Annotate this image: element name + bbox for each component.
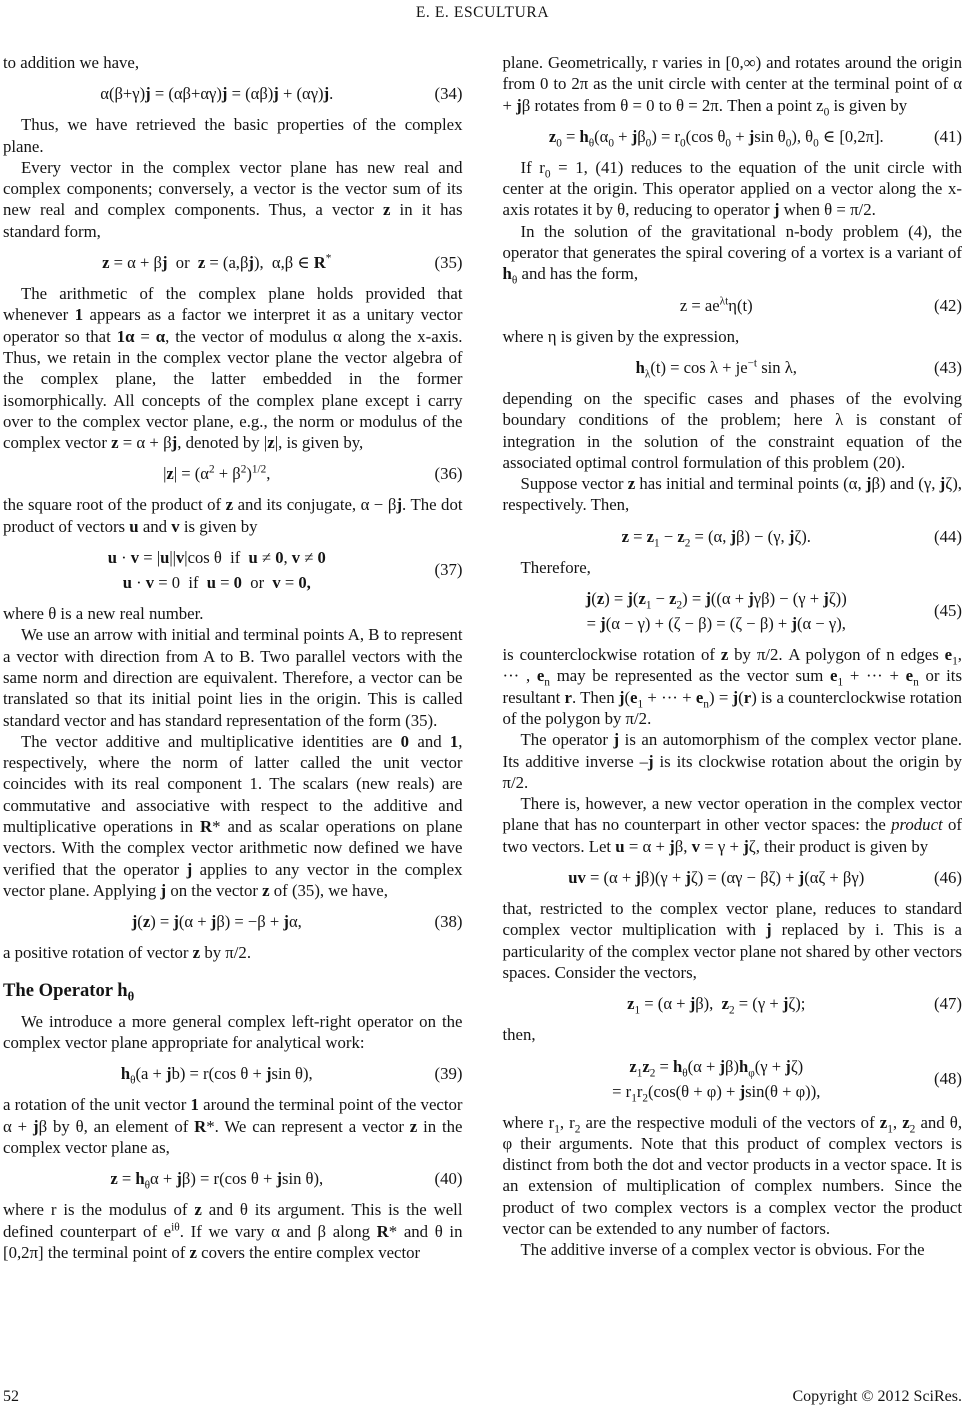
- paragraph: where $r_1$, $r_2$ are the respective moduli of the vectors of $z_1$, $z_2$ and θ, φ their arguments. Note that this product of complex vectors is distinct from both the dot and vector products in a vector space. It is an extension of multiplication of complex numbers. Since the product of two complex vectors is a complex vector the product vector can be extended to any number of factors.: [502, 1112, 963, 1238]
- right-column: [503, 52, 963, 1263]
- equation-line: uv = (α + jβ)(γ + jζ) = (αγ − βζ) + j(αζ + βγ): [568, 868, 865, 888]
- section-heading: The Operator $h_\theta$: [3, 979, 135, 1004]
- paragraph: The arithmetic of the complex plane holds provided that whenever 1 appears as a factor we interpret it as a unitary vector operator so that 1α = α, the vector of modulus α along the x-axis. Thus, we retain in the complex vector plane the vector algebra of the complex plane, the latter embedded in the former isomorphically. All concepts of the complex plane except i carry over to the complex vector plane, e.g., the norm or modulus of the complex vector z = α + βj, denoted by |z|, is given by,: [3, 284, 463, 453]
- paragraph: Suppose vector z has initial and terminal points (α, jβ) and (γ, jζ), respectively. Then,: [502, 474, 962, 515]
- equation: [3, 250, 463, 275]
- equation-number: (38): [434, 912, 463, 932]
- equation-line: j(z) = j(α + jβ) = −β + jα,: [131, 912, 302, 932]
- paragraph: In the solution of the gravitational n-body problem (4), the operator that generates the spiral covering of a vortex is a variant of $h_\theta$ and has the form,: [502, 221, 962, 287]
- equation: [503, 586, 963, 636]
- paragraph: a positive rotation of vector z by π/2.: [3, 943, 252, 963]
- equation: [503, 991, 963, 1016]
- page-footer: [3, 1388, 962, 1406]
- equation-line: = $r_1r_2(\cos(\theta + \varphi) + jsin(\theta + \varphi))$,: [612, 1081, 821, 1104]
- equation-number: (36): [434, 464, 463, 484]
- paragraph: a rotation of the unit vector 1 around the terminal point of the vector α + jβ by θ, an element of R*. We can represent a vector z in the complex vector plane as,: [3, 1095, 463, 1157]
- paragraph: We use an arrow with initial and terminal points A, B to represent a vector with direction from A to B. Two parallel vectors with the same norm and direction are equivalent. Therefore, a vector can be translated so that its initial point lies in the origin. This is called standard vector and has standard representation of the form (35).: [3, 625, 463, 730]
- left-column: [3, 52, 463, 1263]
- equation-line: $z_1 = (\alpha + j\beta)$, $z_2 = (\gamma + j\zeta)$;: [627, 994, 806, 1017]
- copyright: Copyright © 2012 SciRes.: [792, 1388, 962, 1405]
- equation-number: (48): [934, 1068, 962, 1088]
- paragraph: The vector additive and multiplicative identities are 0 and 1, respectively, where the norm of latter called the unit vector coincides with its real component 1. The scalars (new reals) are commutative and associative with respect to the additive and multiplicative operations in R* and as scalar operations on plane vectors. With the complex vector arithmetic now defined we have verified that the operator j applies to any vector in the complex vector plane. Applying j on the vector z of (35), we have,: [3, 731, 463, 900]
- paragraph: where r is the modulus of z and θ its argument. This is the well defined counterpart of $e^{i\theta}$. If we vary α and β along R* and θ in [0,2π] the terminal point of z covers the entire complex vector: [3, 1200, 463, 1262]
- equation-number: (34): [434, 84, 463, 104]
- equation-body: [3, 81, 431, 106]
- paragraph: The additive inverse of a complex vector is obvious. For the: [520, 1240, 925, 1260]
- equation-body: [503, 124, 931, 149]
- equation-number: (37): [434, 560, 463, 580]
- page-number: 52: [3, 1388, 19, 1405]
- equation-body: [3, 909, 431, 934]
- equation-body: [3, 1166, 431, 1191]
- equation: [3, 1061, 463, 1086]
- paragraph: to addition we have,: [3, 53, 140, 72]
- equation-line: $j(z) = j(z_1 - z_2) = j((\alpha + j\gamma\beta) - (\gamma + j\zeta))$: [585, 589, 847, 612]
- running-head: E. E. ESCULTURA: [415, 4, 550, 21]
- equation-body: [3, 1061, 431, 1086]
- paragraph: The operator j is an automorphism of the complex vector plane. Its additive inverse –j is its clockwise rotation about the origin by π/2.: [502, 730, 963, 792]
- equation: [3, 909, 463, 934]
- equation-line: $|z| = (\alpha^2 + \beta^2)^{1/2}$,: [163, 463, 271, 484]
- equation-number: (41): [934, 126, 962, 146]
- equation-number: (44): [934, 526, 962, 546]
- equation-line: z = α + βj or z = (a,βj), α,β ∈ R*: [102, 252, 332, 273]
- equation-number: (39): [434, 1064, 463, 1084]
- paragraph: plane. Geometrically, r varies in [0,∞) and rotates around the origin from 0 to 2π as the unit circle with center at the terminal point of α + jβ rotates from θ = 0 to θ = 2π. Then a point $z_0$ is given by: [502, 53, 962, 118]
- equation-line: u · v = |u||v|cos θ if u ≠ 0, v ≠ 0: [107, 548, 326, 568]
- equation: [503, 355, 963, 380]
- equation: [3, 81, 463, 106]
- equation-number: (43): [934, 357, 962, 377]
- equation-body: [503, 865, 931, 890]
- equation: [503, 293, 963, 318]
- equation-body: [3, 461, 431, 486]
- page-body: [3, 52, 962, 1263]
- equation-body: [503, 293, 931, 318]
- equation-line: $z = ae^{\lambda t}\eta(t)$: [679, 295, 753, 315]
- paragraph: depending on the specific cases and phases of the evolving boundary conditions of the problem; here λ is constant of integration in the solution of the constraint equation of the associated optimal control formulation of this problem (20).: [502, 388, 962, 472]
- equation-line: u · v = 0 if u = 0 or v = 0,: [122, 573, 311, 593]
- equation: [3, 1166, 463, 1191]
- equation-number: (46): [934, 867, 962, 887]
- equation-line: = j(α − γ) + (ζ − β) = (ζ − β) + j(α − γ),: [586, 614, 846, 634]
- equation: [3, 545, 463, 595]
- equation-number: (47): [934, 994, 962, 1014]
- paragraph: then,: [502, 1025, 536, 1045]
- paragraph: is counterclockwise rotation of z by π/2. A polygon of n edges $e_1$, ··· , $e_n$ may be represented as the vector sum $e_1$ + ··· + $e_n$ or its resultant r. Then $j(e_1$ + ··· + $e_n) = j(r)$ is a counterclockwise rotation of the polygon by π/2.: [502, 645, 962, 728]
- paragraph: where θ is a new real number.: [3, 604, 204, 624]
- equation-body: [503, 991, 931, 1016]
- equation-body: [503, 1054, 931, 1104]
- equation-line: $h_\theta(a + jb) = r(\cos$ θ + jsin θ),: [120, 1064, 313, 1087]
- equation: [503, 1054, 963, 1104]
- paragraph: There is, however, a new vector operation in the complex vector plane that has no counterpart in other vector spaces: the product of two vectors. Let u = α + jβ, v = γ + jζ, their product is given by: [502, 794, 962, 856]
- paragraph: Thus, we have retrieved the basic properties of the complex plane.: [3, 115, 463, 156]
- equation: [503, 865, 963, 890]
- equation: [3, 461, 463, 486]
- equation: [503, 124, 963, 149]
- paragraph: Therefore,: [520, 557, 591, 577]
- paragraph: that, restricted to the complex vector plane, reduces to standard complex vector multiplication with j replaced by i. This is a particularity of the complex vector plane not shared by other vectors spaces. Consider the vectors,: [502, 899, 962, 982]
- equation-line: $z = z_1 - z_2 = (\alpha$, jβ) − (γ, jζ).: [621, 526, 811, 550]
- equation-number: (40): [434, 1169, 463, 1189]
- equation-body: [503, 355, 931, 380]
- equation-body: [3, 545, 431, 595]
- equation-number: (35): [434, 252, 463, 272]
- equation-body: [503, 586, 931, 636]
- paragraph: the square root of the product of z and its conjugate, α − βj. The dot product of vectors u and v is given by: [3, 495, 463, 536]
- paragraph: We introduce a more general complex left-right operator on the complex vector plane appropriate for analytical work:: [3, 1011, 463, 1053]
- equation-line: $h_\lambda(t) = \cos \lambda + je^{-t}$ sin λ,: [635, 357, 797, 381]
- paragraph: Every vector in the complex vector plane has new real and complex components; conversely, a vector is the vector sum of its new real and complex components. Thus, a vector z in it has standard form,: [3, 157, 463, 241]
- paragraph: If $r_0 = 1$, (41) reduces to the equation of the unit circle with center at the origin. This operator applied on a vector along the x-axis rotates it by θ, reducing to operator j when θ = π/2.: [502, 157, 962, 220]
- equation-line: $z_0 = h_\theta(\alpha_0 + j\beta_0) = r_0(\cos$ $\theta_0 + jsin$ $\theta_0$), $\theta_0$ ∈ [0,2π].: [548, 126, 884, 150]
- equation-line: $z_1z_2 = h_\theta(\alpha + j\beta)h_\varphi(\gamma + j\zeta)$: [629, 1056, 804, 1079]
- equation-body: [503, 524, 931, 549]
- equation: [503, 524, 963, 549]
- equation-number: (45): [934, 601, 962, 621]
- paragraph: where η is given by the expression,: [502, 326, 740, 346]
- equation-number: (42): [934, 295, 962, 315]
- equation-line: α(β+γ)j = (αβ+αγ)j = (αβ)j + (αγ)j.: [100, 84, 334, 104]
- equation-body: [3, 250, 431, 275]
- equation-line: $z = h_\theta\alpha + j\beta) = r(\cos$ θ + jsin θ),: [110, 1169, 324, 1192]
